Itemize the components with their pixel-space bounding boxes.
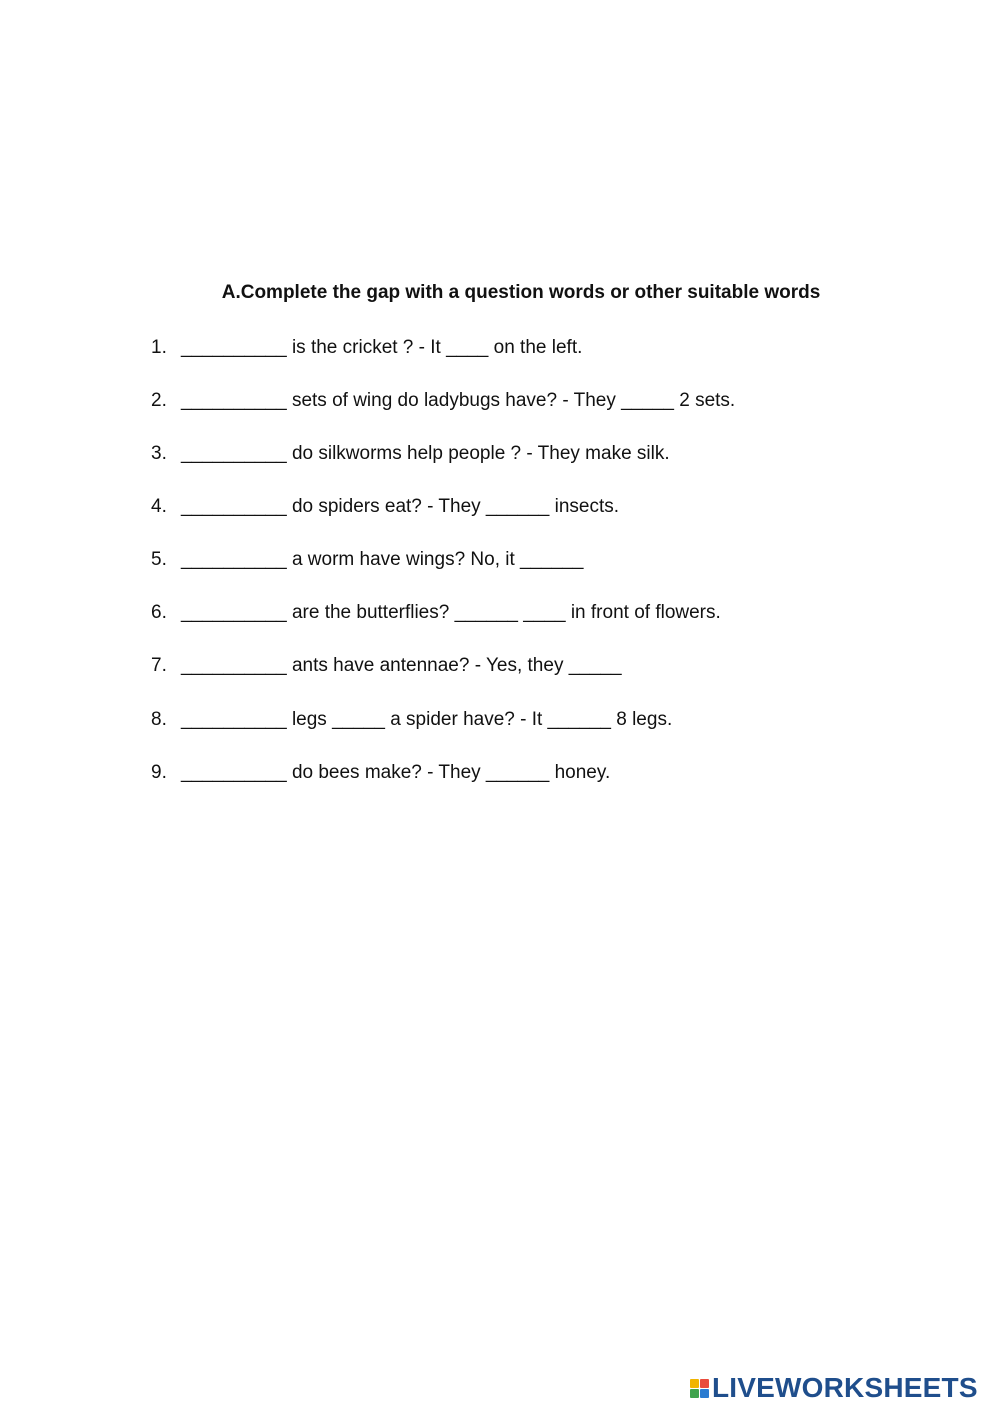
question-text: __________ do silkworms help people ? - They make silk. xyxy=(181,443,670,464)
logo-square xyxy=(700,1379,709,1388)
question-number: 2. xyxy=(151,390,167,411)
question-2 xyxy=(151,389,735,413)
question-number: 7. xyxy=(151,655,167,676)
logo-square xyxy=(690,1389,699,1398)
logo-square xyxy=(700,1389,709,1398)
logo-mark-icon xyxy=(690,1379,709,1398)
logo-text: LIVEWORKSHEETS xyxy=(712,1372,978,1403)
question-number: 3. xyxy=(151,443,167,464)
question-number: 1. xyxy=(151,337,167,358)
logo-square xyxy=(690,1379,699,1388)
question-text: __________ ants have antennae? - Yes, they _____ xyxy=(181,655,622,676)
question-text: __________ legs _____ a spider have? - It ______ 8 legs. xyxy=(181,709,673,730)
question-text: __________ is the cricket ? - It ____ on the left. xyxy=(181,337,583,358)
question-number: 4. xyxy=(151,496,167,517)
question-3 xyxy=(151,442,670,466)
worksheet-title: A.Complete the gap with a question words or other suitable words xyxy=(221,282,821,303)
question-5 xyxy=(151,548,583,572)
question-6 xyxy=(151,601,721,625)
question-text: __________ do spiders eat? - They ______ insects. xyxy=(181,496,620,517)
question-text: __________ are the butterflies? ______ ____ in front of flowers. xyxy=(181,602,721,623)
question-8 xyxy=(151,708,672,732)
question-number: 5. xyxy=(151,549,167,570)
question-7 xyxy=(151,654,622,678)
question-number: 9. xyxy=(151,762,167,783)
question-number: 6. xyxy=(151,602,167,623)
question-text: __________ a worm have wings? No, it ______ xyxy=(181,549,584,570)
question-4 xyxy=(151,495,619,519)
question-9 xyxy=(151,761,610,785)
question-1 xyxy=(151,336,582,360)
question-text: __________ sets of wing do ladybugs have? - They _____ 2 sets. xyxy=(181,390,736,411)
liveworksheets-logo xyxy=(690,1372,978,1404)
question-text: __________ do bees make? - They ______ honey. xyxy=(181,762,611,783)
question-number: 8. xyxy=(151,709,167,730)
